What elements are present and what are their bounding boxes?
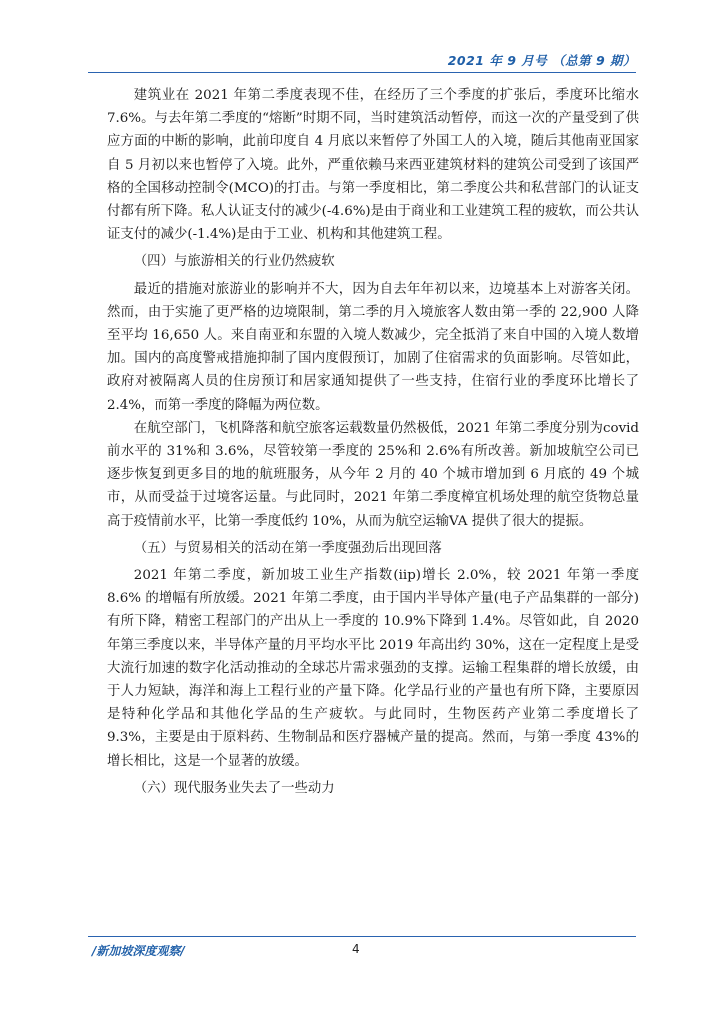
issue-header: 2021 年 9 月号 （总第 9 期） — [447, 53, 636, 68]
publication-name: /新加坡深度观察/ — [92, 944, 185, 958]
section-heading-services: （六）现代服务业失去了一些动力 — [133, 780, 335, 796]
article-body — [107, 84, 639, 804]
page-number: 4 — [352, 942, 360, 956]
footer-rule — [88, 936, 636, 937]
paragraph-industry: 2021 年第二季度，新加坡工业生产指数(iip)增长 2.0%，较 2021 年第一季度 8.6% 的增幅有所放缓。2021 年第二季度，由于国内半导体产量(电子产品集群的一部分)有所下降，精密工程部门的产出从上一季度的 10.9%下降到 1.4%。尽管如此，自 2020 年第三季度以来，半导体产量的月平均水平比 2019 年高出约 30%，这在一定程度上是受大流行加速的数字化活动推动的全球芯片需求强劲的支撑。运输工程集群的增长放缓，由于人力短缺，海洋和海上工程行业的产量下降。化学品行业的产量也有所下降，主要原因是特种化学品和其他化学品的生产疲软。与此同时，生物医药产业第二季度增长了 9.3%，主要是由于原料药、生物制品和医疗器械产量的提高。然而，与第一季度 43%的增长相比，这是一个显著的放缓。 — [107, 568, 639, 769]
section-heading-tourism: （四）与旅游相关的行业仍然疲软 — [133, 254, 335, 270]
section-heading-trade: （五）与贸易相关的活动在第一季度强劲后出现回落 — [133, 540, 442, 556]
paragraph-aviation: 在航空部门，飞机降落和航空旅客运载数量仍然极低，2021 年第二季度分别为covid 前水平的 31%和 3.6%，尽管较第一季度的 25%和 2.6%有所改善。新加坡航空公司已逐步恢复到更多目的地的航班服务，从今年 2 月的 40 个城市增加到 6 月底的 49 个城市，从而受益于过境客运量。与此同时，2021 年第二季度樟宜机场处理的航空货物总量高于疫情前水平，比第一季度低约 10%，从而为航空运输VA 提供了很大的提振。 — [107, 420, 639, 529]
paragraph-tourism: 最近的措施对旅游业的影响并不大，因为自去年年初以来，边境基本上对游客关闭。然而，由于实施了更严格的边境限制，第二季的月入境旅客人数由第一季的 22,900 人降至平均 16,650 人。来自南亚和东盟的入境人数减少，完全抵消了来自中国的入境人数增加。国内的高度警戒措施抑制了国内度假预订，加剧了住宿需求的负面影响。尽管如此，政府对被隔离人员的住房预订和居家通知提供了一些支持，住宿行业的季度环比增长了 2.4%，而第一季度的降幅为两位数。 — [107, 281, 639, 413]
paragraph-construction: 建筑业在 2021 年第二季度表现不佳，在经历了三个季度的扩张后，季度环比缩水 7.6%。与去年第二季度的“熔断”时期不同，当时建筑活动暂停，而这一次的产量受到了供应方面的中断的影响，此前印度自 4 月底以来暂停了外国工人的入境，随后其他南亚国家自 5 月初以来也暂停了入境。此外，严重依赖马来西亚建筑材料的建筑公司受到了该国严格的全国移动控制令(MCO)的打击。与第一季度相比，第二季度公共和私营部门的认证支付都有所下降。私人认证支付的减少(-4.6%)是由于商业和工业建筑工程的疲软，而公共认证支付的减少(-1.4%)是由于工业、机构和其他建筑工程。 — [107, 88, 639, 243]
header-rule — [88, 72, 636, 73]
